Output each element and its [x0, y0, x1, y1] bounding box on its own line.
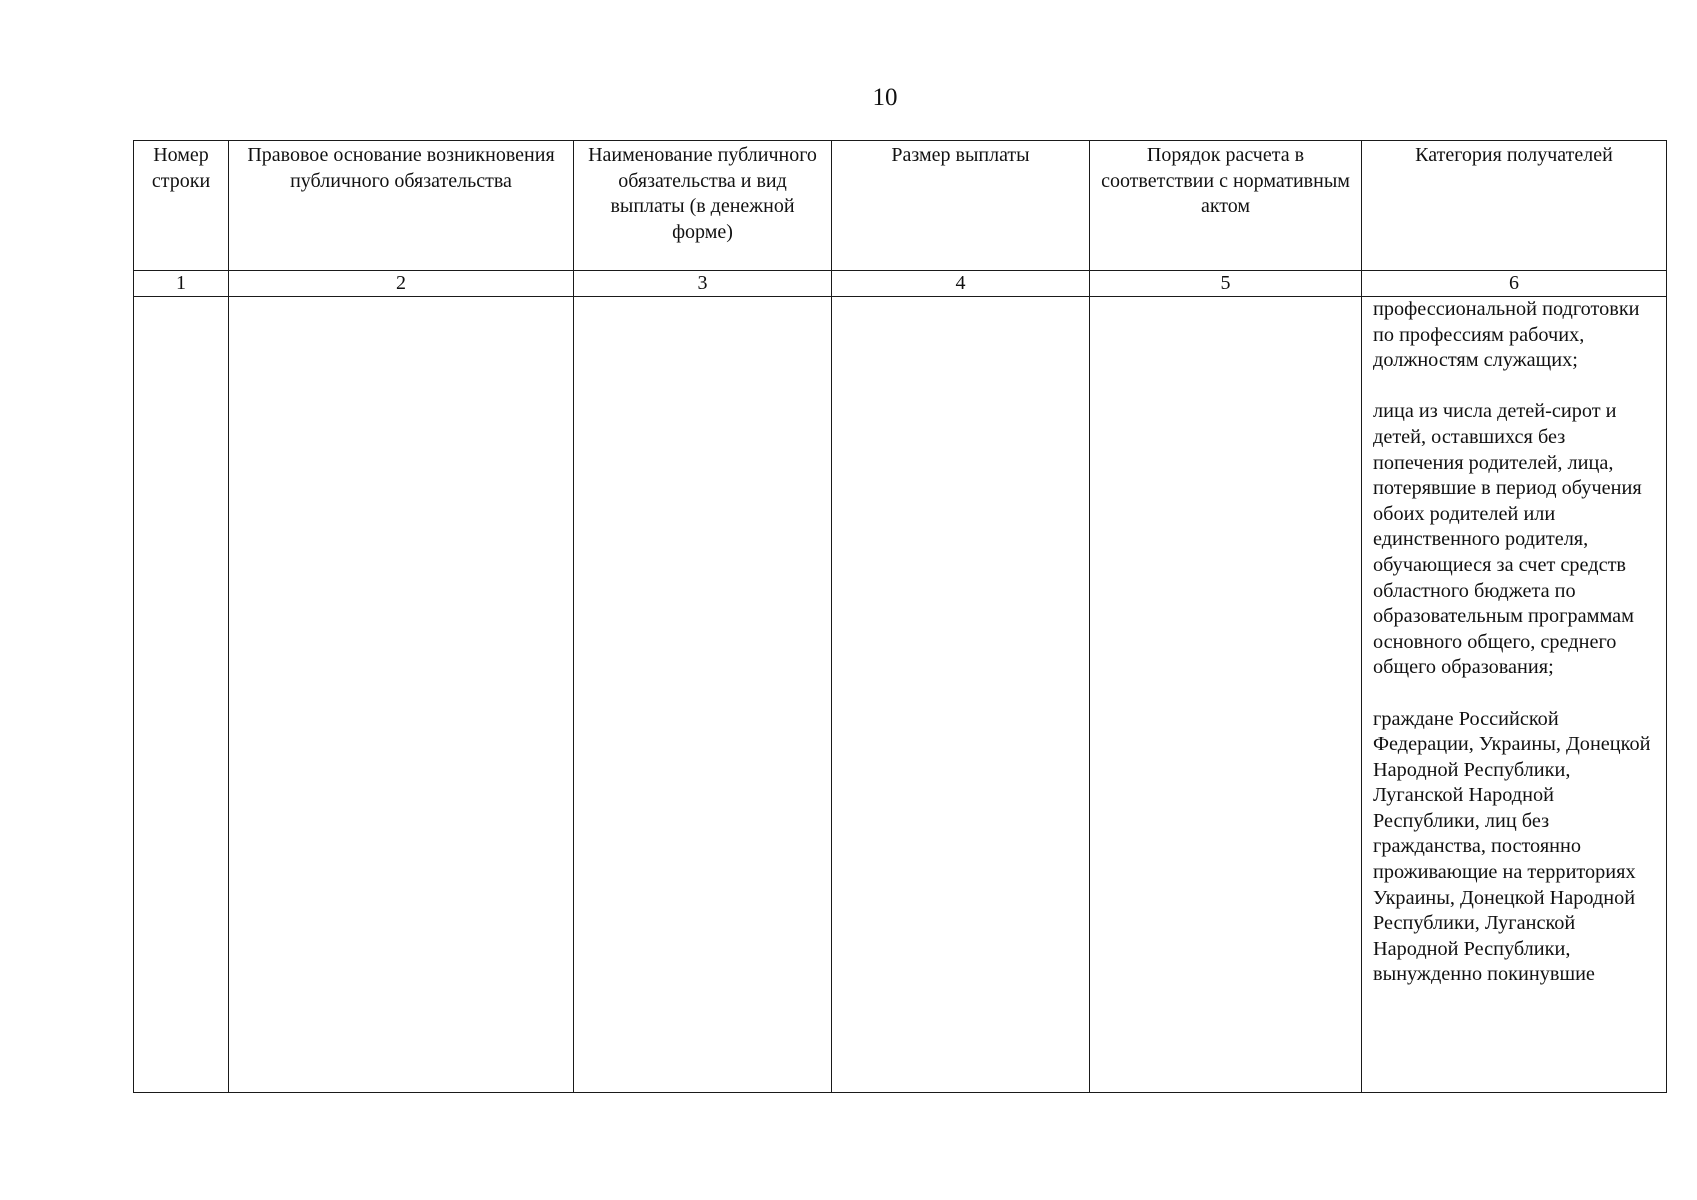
header-recipient-category-label: Категория получателей	[1415, 144, 1613, 166]
cell-payment-amount	[832, 297, 1090, 1093]
recipient-category-text	[1362, 297, 1666, 988]
recipient-category-paragraph: лица из числа детей-сирот и детей, оставшихся без попечения родителей, лица, потерявшие в период обучения обоих родителей или единственного родителя, обучающиеся за счет средств областного бюджета по образовательным программам основного общего, среднего общего образования;	[1373, 400, 1642, 679]
header-payment-amount	[832, 141, 1090, 271]
header-row-number-label: Номер строки	[151, 144, 211, 192]
page-number: 10	[872, 84, 898, 111]
cell-row-number	[134, 297, 229, 1093]
header-legal-basis	[229, 141, 574, 271]
header-row	[134, 141, 1667, 271]
cell-obligation-name	[574, 297, 832, 1093]
header-obligation-name	[574, 141, 832, 271]
header-payment-amount-label: Размер выплаты	[891, 144, 1030, 166]
recipient-category-paragraph: профессиональной подготовки по профессиям рабочих, должностям служащих;	[1373, 298, 1640, 372]
header-calculation-procedure	[1090, 141, 1362, 271]
column-number-3: 3	[574, 271, 832, 297]
header-calculation-procedure-label: Порядок расчета в соответствии с нормативным актом	[1101, 144, 1350, 217]
column-number-2: 2	[229, 271, 574, 297]
header-obligation-name-label: Наименование публичного обязательства и вид выплаты (в денежной форме)	[588, 144, 817, 243]
column-number-5: 5	[1090, 271, 1362, 297]
public-obligations-table	[133, 140, 1667, 1093]
header-recipient-category	[1362, 141, 1667, 271]
cell-legal-basis	[229, 297, 574, 1093]
cell-recipient-category	[1362, 297, 1667, 1093]
column-number-1: 1	[134, 271, 229, 297]
column-number-4: 4	[832, 271, 1090, 297]
table-row	[134, 297, 1667, 1093]
column-number-6: 6	[1362, 271, 1667, 297]
cell-calculation-procedure	[1090, 297, 1362, 1093]
header-row-number	[134, 141, 229, 271]
recipient-category-paragraph: граждане Российской Федерации, Украины, Донецкой Народной Республики, Луганской Народной Республики, лиц без гражданства, постоянно проживающие на территориях Украины, Донецкой Народной Республики, Луганской Народной Республики, вынужденно покинувшие	[1373, 707, 1651, 986]
column-number-row	[134, 271, 1667, 297]
header-legal-basis-label: Правовое основание возникновения публичного обязательства	[247, 144, 555, 192]
